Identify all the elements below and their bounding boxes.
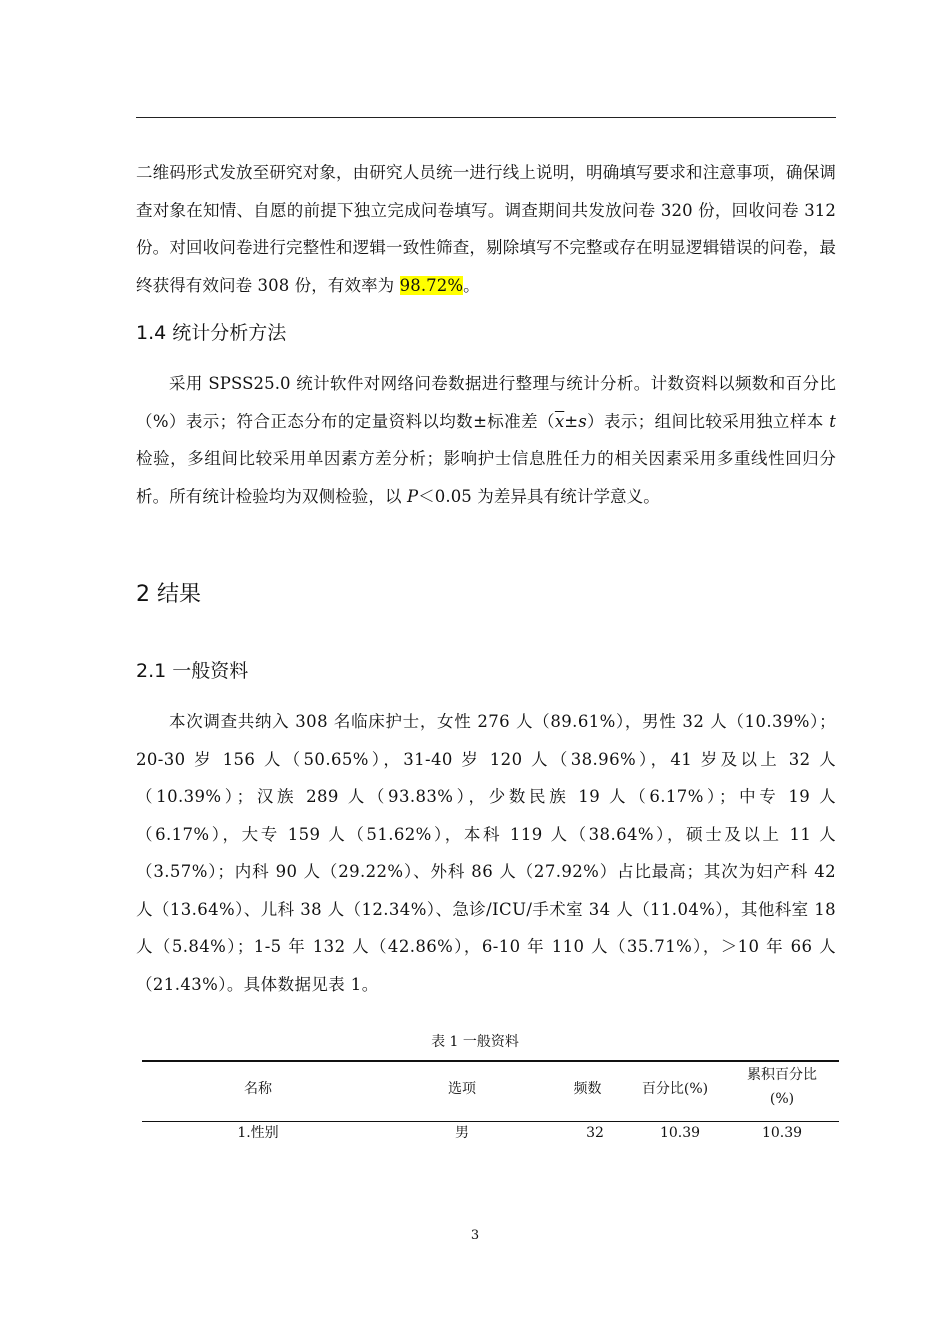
table-header-frequency: 频数 [573, 1081, 602, 1097]
mean-symbol: $\overline{x}$ [554, 411, 565, 431]
stats-text-4: ＜0.05 为差异具有统计学意义。 [418, 486, 660, 506]
table-cell-cumulative: 10.39 [761, 1125, 803, 1141]
table-cell-name: 1.性别 [237, 1125, 279, 1141]
section-heading-2-1: 2.1 一般资料 [136, 660, 249, 682]
cumulative-line-1: 累积百分比 [747, 1067, 817, 1083]
table-header-name: 名称 [244, 1081, 272, 1097]
section-heading-1-4: 1.4 统计分析方法 [136, 322, 287, 344]
stats-text-1: 采用 SPSS25.0 统计软件对网络问卷数据进行整理与统计分析。计数资料以频数和百分比（%）表示；符合正态分布的定量资料以均数±标准差（ [136, 374, 836, 431]
table-header-option: 选项 [448, 1081, 476, 1097]
survey-text-end: 。 [463, 275, 480, 295]
table-cell-frequency: 32 [586, 1125, 604, 1141]
sd-symbol: s [578, 411, 587, 431]
table-caption: 表 1 一般资料 [431, 1034, 519, 1050]
cumulative-line-2: (%) [769, 1091, 795, 1107]
plus-minus-symbol: ± [564, 411, 579, 431]
highlighted-rate: 98.72% [399, 275, 464, 295]
table-cell-option: 男 [455, 1125, 469, 1141]
body-paragraph-survey [136, 154, 836, 304]
table-header-percent: 百分比(%) [641, 1081, 709, 1097]
table-cell-percent: 10.39 [659, 1125, 701, 1141]
p-symbol: P [406, 486, 419, 506]
section-heading-2: 2 结果 [136, 582, 201, 607]
survey-text: 二维码形式发放至研究对象，由研究人员统一进行线上说明，明确填写要求和注意事项，确保调查对象在知情、自愿的前提下独立完成问卷填写。调查期间共发放问卷 320 份，回收问卷 312 份。对回收问卷进行完整性和逻辑一致性筛查，剔除填写不完整或存在明显逻辑错误的问卷，最终获得有效问卷 308 份，有效率为 [136, 163, 836, 295]
header-rule [136, 117, 836, 118]
table-header-cumulative [725, 1063, 839, 1111]
t-symbol: t [829, 411, 836, 431]
page-number: 3 [470, 1228, 480, 1243]
table-top-rule [142, 1060, 839, 1062]
body-paragraph-demographics: 本次调查共纳入 308 名临床护士，女性 276 人（89.61%），男性 32 人（10.39%）；20-30 岁 156 人（50.65%），31-40 岁 120 人（38.96%），41 岁及以上 32 人（10.39%）；汉族 289 人（93.83%），少数民族 19 人（6.17%）；中专 19 人（6.17%），大专 159 人（51.62%），本科 119 人（38.64%），硕士及以上 11 人（3.57%）；内科 90 人（29.22%）、外科 86 人（27.92%）占比最高；其次为妇产科 42 人（13.64%）、儿科 38 人（12.34%）、急诊/ICU/手术室 34 人（11.04%），其他科室 18 人（5.84%）；1-5 年 132 人（42.86%），6-10 年 110 人（35.71%），＞10 年 66 人（21.43%）。具体数据见表 1。 [136, 712, 836, 994]
body-paragraph-statistics [136, 365, 836, 515]
stats-text-2: ）表示；组间比较采用独立样本 [586, 411, 830, 431]
stats-text-3: 检验，多组间比较采用单因素方差分析；影响护士信息胜任力的相关因素采用多重线性回归分析。所有统计检验均为双侧检验，以 [136, 449, 836, 506]
